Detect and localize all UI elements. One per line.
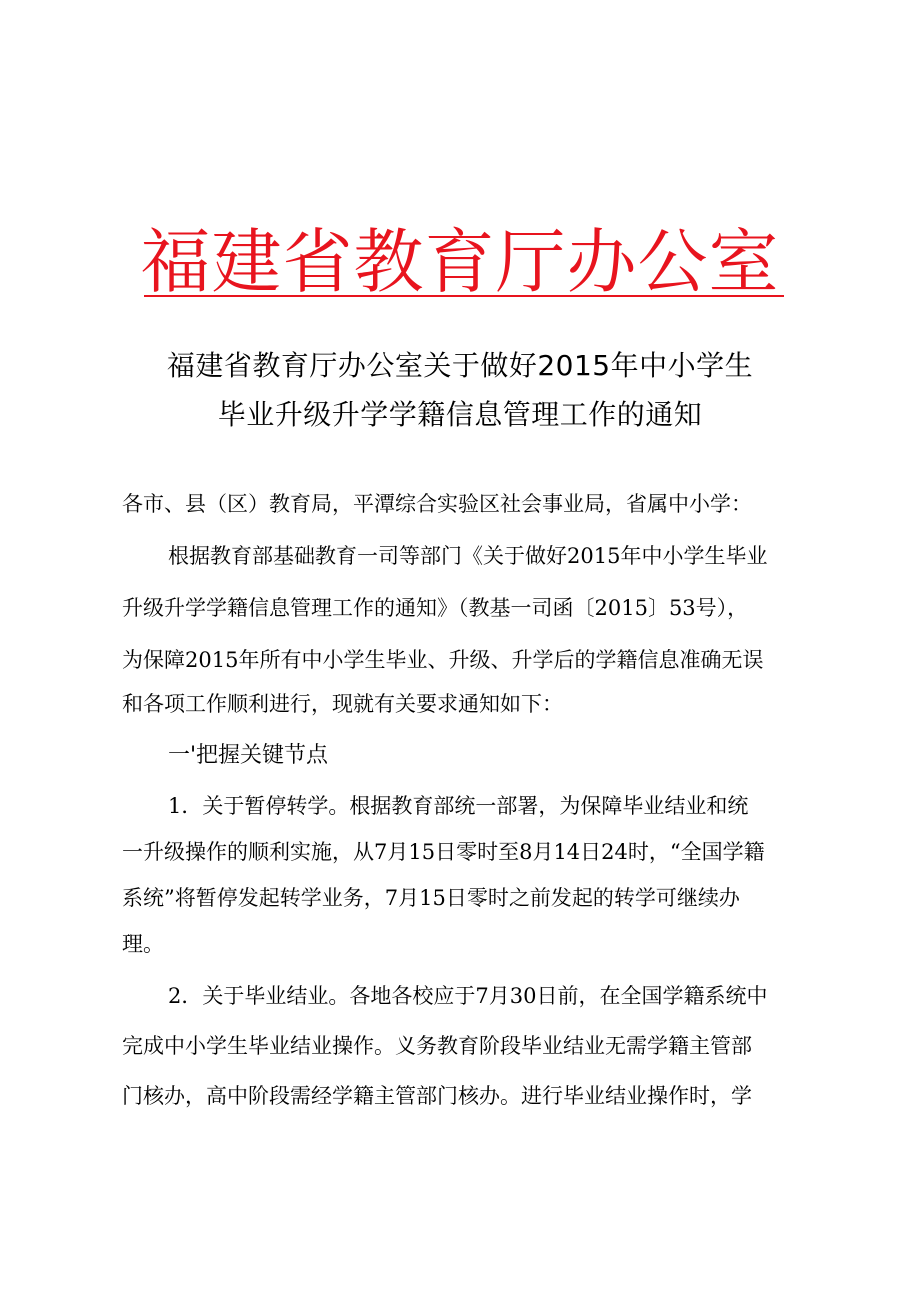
intro-line-2: 升级升学学籍信息管理工作的通知》（教基一司函〔2015〕53号）， xyxy=(122,596,749,620)
letterhead-org-name: 福建省教育厅办公室 xyxy=(140,221,780,303)
item2-line-3: 门核办，高中阶段需经学籍主管部门核办。进行毕业结业操作时，学 xyxy=(122,1084,752,1108)
intro-line-1: 根据教育部基础教育一司等部门《关于做好2015年中小学生毕业 xyxy=(168,544,768,568)
item1-line-2: 一升级操作的顺利实施，从7月15日零时至8月14日24时，“全国学籍 xyxy=(122,840,765,864)
item1-line-1: 1．关于暂停转学。根据教育部统一部署，为保障毕业结业和统 xyxy=(168,794,749,818)
intro-line-3: 为保障2015年所有中小学生毕业、升级、升学后的学籍信息准确无误 xyxy=(122,648,764,672)
item1-line-4: 理。 xyxy=(122,932,164,956)
addressee-line: 各市、县（区）教育局，平潭综合实验区社会事业局，省属中小学： xyxy=(122,492,752,516)
item1-line-3: 系统”将暂停发起转学业务，7月15日零时之前发起的转学可继续办 xyxy=(122,886,740,910)
item2-line-2: 完成中小学生毕业结业操作。义务教育阶段毕业结业无需学籍主管部 xyxy=(122,1034,752,1058)
intro-line-4: 和各项工作顺利进行，现就有关要求通知如下： xyxy=(122,692,563,716)
section-heading: 一'把握关键节点 xyxy=(168,743,329,768)
document-title-line-1: 福建省教育厅办公室关于做好2015年中小学生 xyxy=(166,349,754,382)
item2-line-1: 2．关于毕业结业。各地各校应于7月30日前，在全国学籍系统中 xyxy=(168,984,768,1008)
letterhead-red-rule xyxy=(144,295,784,297)
document-title-line-2: 毕业升级升学学籍信息管理工作的通知 xyxy=(217,398,703,431)
